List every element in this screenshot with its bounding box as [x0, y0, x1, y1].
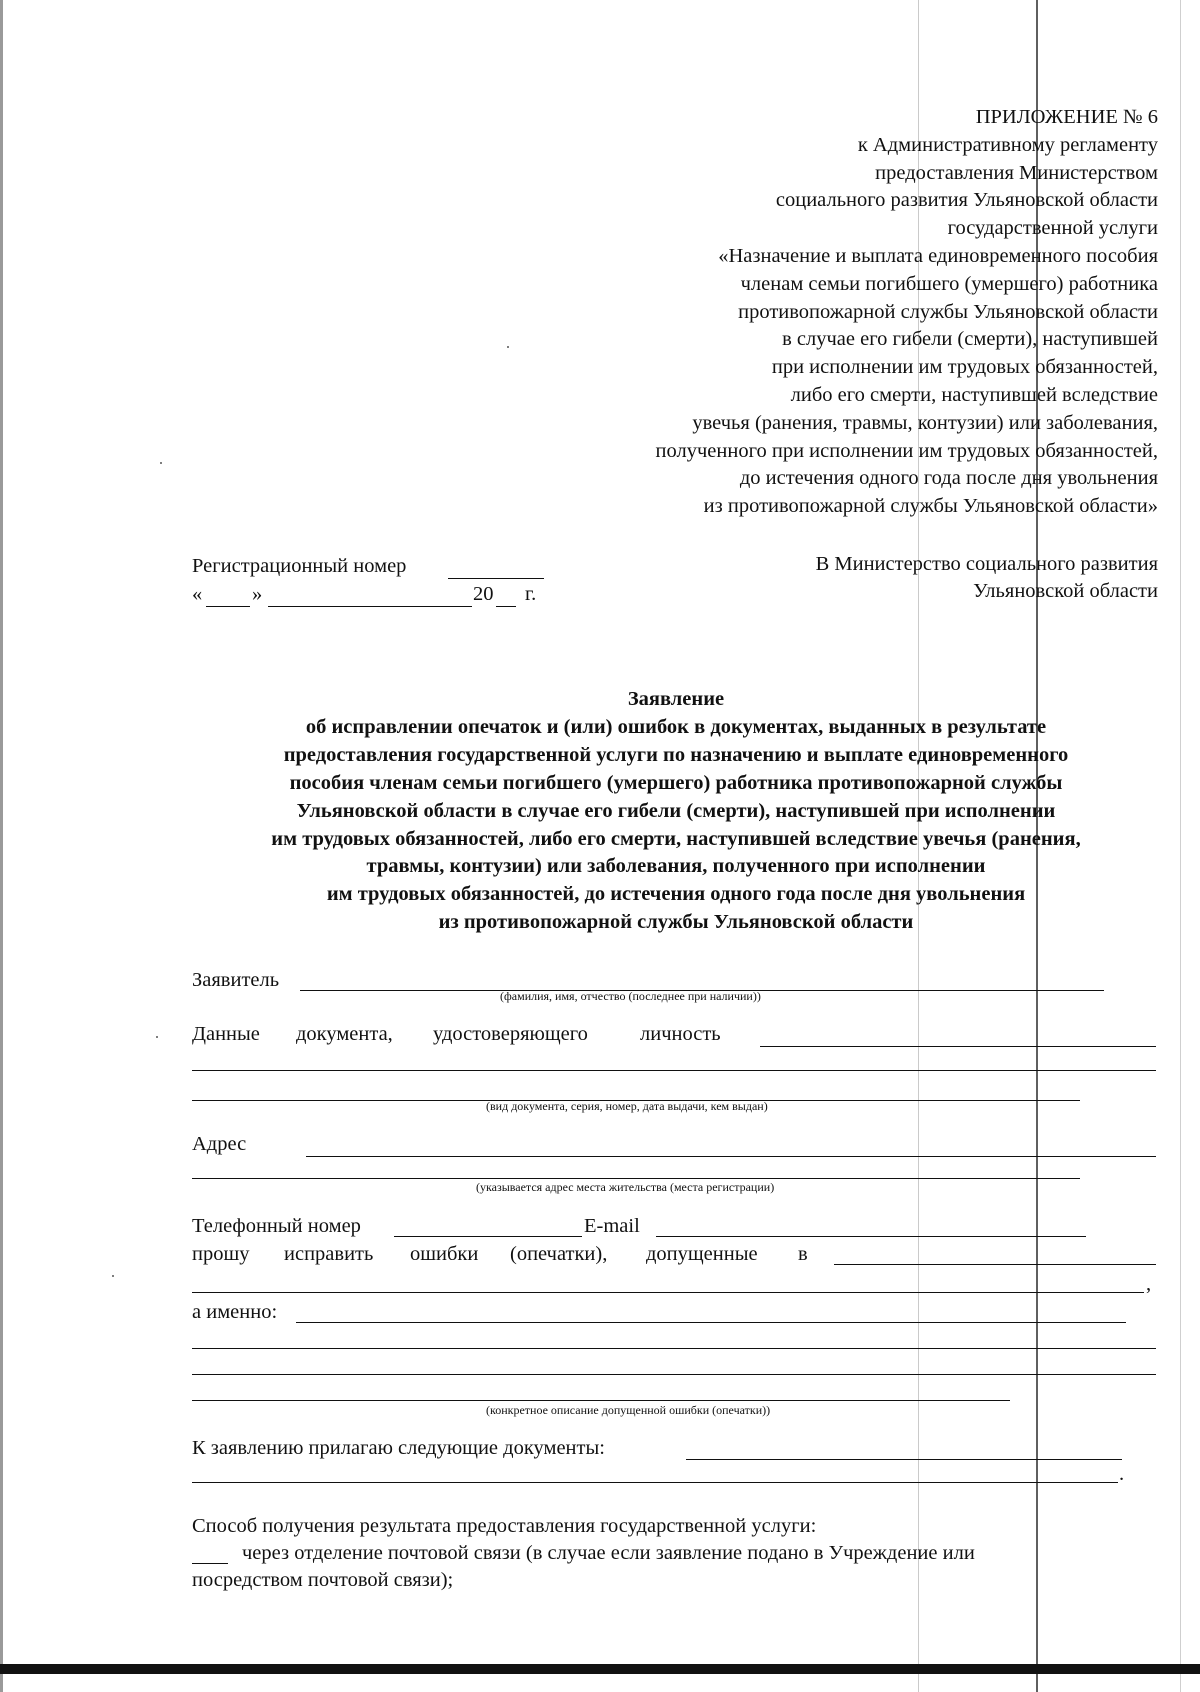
date-day-field[interactable]	[206, 606, 250, 607]
date-year-prefix: 20	[473, 583, 494, 605]
trailing-comma: ,	[1146, 1273, 1152, 1295]
header-line: из противопожарной службы Ульяновской области»	[703, 495, 1158, 518]
address-field[interactable]	[306, 1156, 1156, 1157]
email-label: E-mail	[584, 1215, 640, 1237]
trailing-period: .	[1119, 1463, 1125, 1485]
scan-speck	[112, 1275, 114, 1277]
identity-field[interactable]	[192, 1070, 1156, 1071]
request-word: исправить	[284, 1243, 374, 1265]
address-caption: (указывается адрес места жительства (места регистрации)	[476, 1180, 775, 1194]
phone-field[interactable]	[394, 1236, 582, 1237]
header-line: членам семьи погибшего (умершего) работника	[740, 272, 1158, 295]
registration-number-field[interactable]	[448, 578, 544, 579]
scan-speck	[156, 1036, 158, 1038]
method-option-mark[interactable]	[192, 1563, 228, 1564]
appendix-header	[656, 104, 1158, 521]
date-open-quote: «	[192, 583, 203, 605]
title-line: пособия членам семьи погибшего (умершего) работника противопожарной службы	[289, 771, 1063, 794]
title-line: им трудовых обязанностей, до истечения одного года после дня увольнения	[326, 883, 1026, 906]
date-close-quote: »	[252, 583, 263, 605]
date-month-field[interactable]	[268, 606, 472, 607]
request-word: ошибки	[410, 1243, 479, 1265]
attachments-field[interactable]	[192, 1482, 1118, 1483]
title-line: предоставления государственной услуги по назначению и выплате единовременного	[283, 743, 1069, 766]
applicant-label: Заявитель	[192, 969, 280, 991]
request-word: в	[798, 1243, 808, 1265]
application-title	[0, 686, 1200, 937]
title-line: об исправлении опечаток и (или) ошибок в документах, выданных в результате	[305, 715, 1047, 738]
title-line: травмы, контузии) или заболевания, полученного при исполнении	[366, 855, 986, 878]
attachments-field[interactable]	[686, 1459, 1122, 1460]
header-line: увечья (ранения, травмы, контузии) или заболевания,	[692, 411, 1158, 434]
header-line: социального развития Ульяновской области	[775, 189, 1158, 212]
request-document-field[interactable]	[834, 1264, 1156, 1265]
identity-word: личность	[640, 1023, 721, 1045]
header-line: противопожарной службы Ульяновской области	[738, 300, 1158, 323]
identity-word: документа,	[296, 1023, 393, 1045]
scan-speck	[160, 462, 162, 464]
title-line: из противопожарной службы Ульяновской области	[438, 911, 914, 934]
title-line: им трудовых обязанностей, либо его смерти, наступившей вследствие увечья (ранения,	[271, 827, 1081, 850]
registration-number-label: Регистрационный номер	[192, 555, 407, 577]
address-label: Адрес	[192, 1133, 247, 1155]
request-word: (опечатки),	[510, 1243, 608, 1265]
header-line: предоставления Министерством	[875, 161, 1158, 184]
header-line: государственной услуги	[947, 217, 1158, 240]
header-line: к Административному регламенту	[857, 133, 1158, 156]
header-line: полученного при исполнении им трудовых обязанностей,	[655, 439, 1158, 462]
addressee-line2: Ульяновской области	[973, 580, 1158, 602]
request-word: допущенные	[646, 1243, 758, 1265]
request-word: прошу	[192, 1243, 250, 1265]
appendix-title: ПРИЛОЖЕНИЕ № 6	[975, 106, 1158, 128]
error-description-field[interactable]	[296, 1322, 1126, 1323]
phone-label: Телефонный номер	[192, 1215, 361, 1237]
header-line: до истечения одного года после дня увольнения	[739, 467, 1158, 490]
method-option-text: посредством почтовой связи);	[192, 1569, 454, 1591]
header-line: либо его смерти, наступившей вследствие	[790, 383, 1158, 406]
identity-word: удостоверяющего	[433, 1023, 588, 1045]
error-description-field[interactable]	[192, 1348, 1156, 1349]
header-line: «Назначение и выплата единовременного пособия	[718, 244, 1158, 267]
namely-label: а именно:	[192, 1301, 278, 1323]
error-description-field[interactable]	[192, 1374, 1156, 1375]
header-line: в случае его гибели (смерти), наступившей	[782, 328, 1158, 351]
error-description-field[interactable]	[192, 1400, 1010, 1401]
addressee-line1: В Министерство социального развития	[815, 553, 1158, 575]
applicant-caption: (фамилия, имя, отчество (последнее при наличии))	[500, 989, 761, 1003]
address-field[interactable]	[192, 1178, 1080, 1179]
date-year-field[interactable]	[496, 606, 516, 607]
method-option-text: через отделение почтовой связи (в случае если заявление подано в Учреждение или	[242, 1542, 975, 1564]
email-field[interactable]	[656, 1236, 1086, 1237]
title-line: Ульяновской области в случае его гибели (смерти), наступившей при исполнении	[296, 799, 1056, 822]
scan-edge-bottom	[0, 1664, 1200, 1674]
scan-speck	[507, 346, 509, 348]
error-caption: (конкретное описание допущенной ошибки (опечатки))	[486, 1403, 771, 1417]
method-label: Способ получения результата предоставления государственной услуги:	[192, 1515, 817, 1537]
identity-caption: (вид документа, серия, номер, дата выдачи, кем выдан)	[486, 1099, 768, 1113]
header-line: при исполнении им трудовых обязанностей,	[771, 356, 1158, 379]
title-heading: Заявление	[627, 688, 725, 710]
identity-field[interactable]	[760, 1046, 1156, 1047]
request-document-field[interactable]	[192, 1292, 1144, 1293]
attach-label: К заявлению прилагаю следующие документы:	[192, 1437, 605, 1459]
date-year-suffix: г.	[525, 583, 537, 605]
identity-word: Данные	[192, 1023, 260, 1045]
